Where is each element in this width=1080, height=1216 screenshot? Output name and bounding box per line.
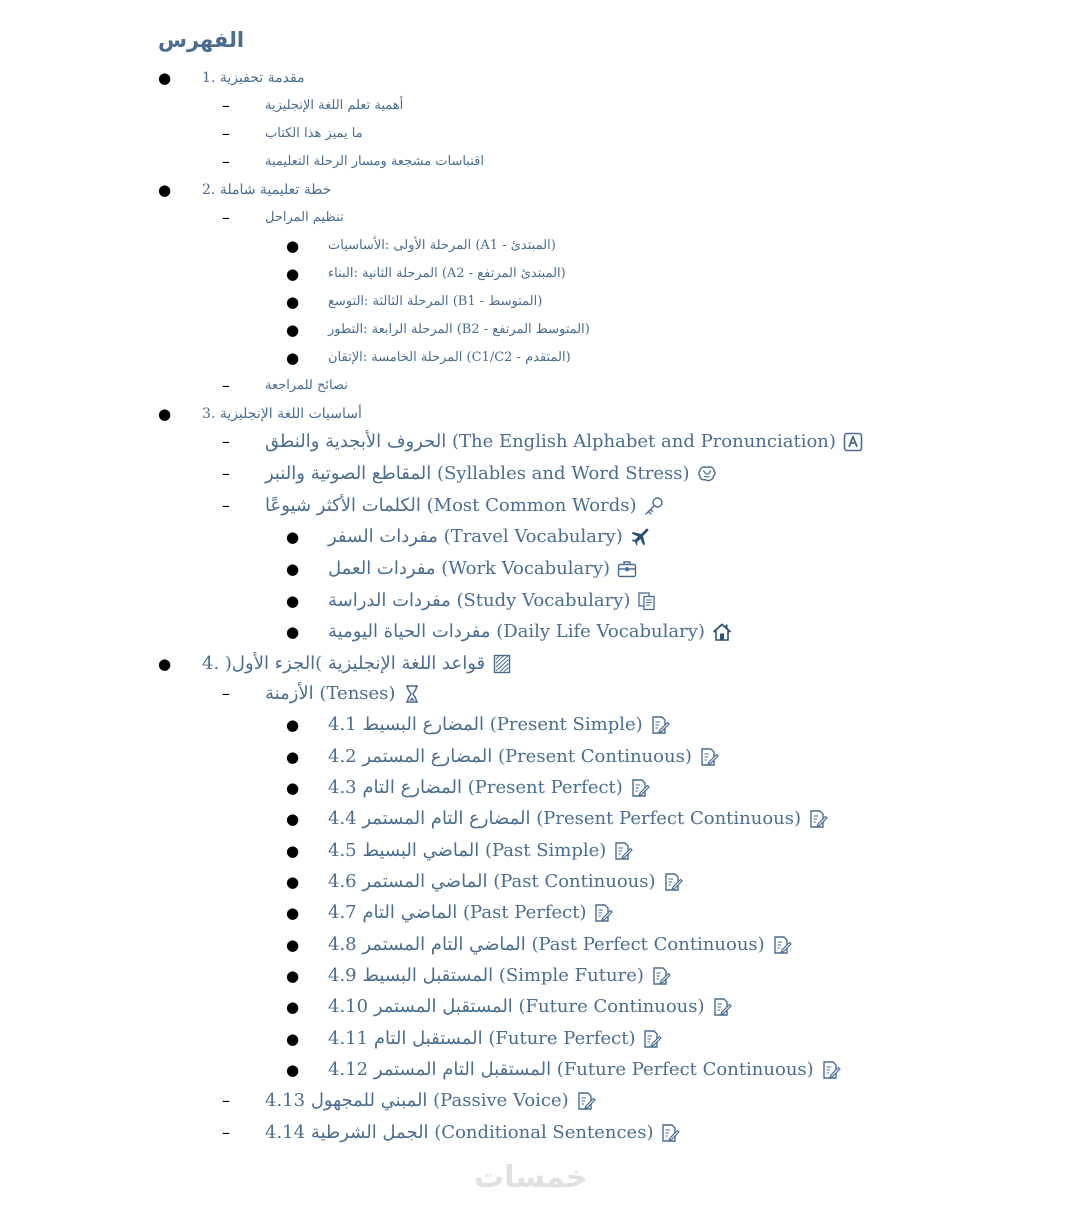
toc-entry-label: المرحلة الثانية :البناء (A2 - المبتدئ المرتفع) [328,266,566,281]
key-icon [644,496,664,516]
dash-marker: – [222,1091,230,1110]
toc-link[interactable] [328,316,590,344]
toc-entry-level-1 [0,92,1080,120]
toc-entry-label: 4.2 المضارع المستمر (Present Continuous) [328,746,692,767]
documents-icon [637,591,657,611]
toc-link[interactable] [328,837,633,865]
toc-link[interactable] [328,1025,662,1053]
toc-link[interactable] [328,587,657,615]
bullet-marker: ● [286,716,300,734]
toc-entry-level-1 [0,460,1080,488]
toc-link[interactable] [265,680,422,708]
edit-icon [593,903,613,923]
toc-entry-label: 4.1 المضارع البسيط (Present Simple) [328,714,643,735]
bullet-marker: ● [286,349,300,367]
toc-link[interactable] [265,148,484,176]
edit-icon [630,778,650,798]
toc-entry-label: الكلمات الأكثر شيوعًا (Most Common Words) [265,495,637,516]
bullet-marker: ● [286,1030,300,1048]
bullet-marker: ● [286,1061,300,1079]
toc-entry-level-2 [0,774,1080,802]
bullet-marker: ● [286,265,300,283]
toc-link[interactable] [328,260,566,288]
toc-title: الفهرس [158,28,245,52]
bullet-marker: ● [286,748,300,766]
toc-entry-label: تنظيم المراحل [265,210,344,225]
toc-entry-level-2 [0,805,1080,833]
toc-entry-label: 4.4 المضارع التام المستمر (Present Perfect Continuous) [328,808,802,829]
briefcase-icon [617,559,637,579]
toc-entry-label: ما يميز هذا الكتاب [265,126,363,141]
toc-link[interactable] [328,344,571,372]
bullet-marker: ● [286,623,300,641]
toc-entry-label: الأزمنة (Tenses) [265,683,396,704]
toc-entry-label: أهمية تعلم اللغة الإنجليزية [265,98,404,113]
watermark-logo: خمسات [474,1160,588,1195]
toc-entry-label: 4.13 المبني للمجهول (Passive Voice) [265,1090,569,1111]
dash-marker: – [222,152,230,171]
toc-link[interactable] [265,460,717,488]
toc-link[interactable] [328,868,683,896]
edit-icon [613,841,633,861]
toc-link[interactable] [328,1056,841,1084]
toc-entry-level-1 [0,204,1080,232]
toc-entry-level-2 [0,260,1080,288]
toc-link[interactable] [328,618,732,646]
edit-icon [821,1060,841,1080]
toc-entry-level-1 [0,1087,1080,1115]
toc-entry-label: خطة تعليمية شاملة .2 [202,182,332,198]
bullet-marker: ● [286,936,300,954]
letter-a-icon [843,432,863,452]
toc-entry-level-2 [0,711,1080,739]
bullet-marker: ● [286,560,300,578]
toc-link[interactable] [328,774,650,802]
toc-link[interactable] [265,204,344,232]
toc-link[interactable] [265,1087,596,1115]
edit-icon [576,1091,596,1111]
bullet-marker: ● [286,873,300,891]
toc-entry-label: مفردات العمل (Work Vocabulary) [328,558,611,579]
toc-entry-level-2 [0,837,1080,865]
toc-entry-level-2 [0,962,1080,990]
toc-link[interactable] [202,400,362,428]
toc-entry-level-0 [0,64,1080,92]
toc-link[interactable] [328,523,650,551]
toc-entry-level-1 [0,428,1080,456]
toc-entry-level-0 [0,650,1080,678]
toc-link[interactable] [328,931,792,959]
dash-marker: – [222,464,230,483]
toc-entry-level-1 [0,372,1080,400]
bullet-marker: ● [286,528,300,546]
toc-link[interactable] [265,428,863,456]
dash-marker: – [222,96,230,115]
notebook-icon [492,654,512,674]
bullet-marker: ● [286,842,300,860]
toc-entry-label: مفردات الحياة اليومية (Daily Life Vocabulary) [328,621,705,642]
bullet-marker: ● [286,592,300,610]
toc-entry-level-2 [0,931,1080,959]
edit-icon [712,997,732,1017]
toc-entry-level-2 [0,1056,1080,1084]
toc-entry-label: نصائح للمراجعة [265,378,348,393]
toc-entry-level-1 [0,120,1080,148]
toc-entry-label: 4.6 الماضي المستمر (Past Continuous) [328,871,656,892]
toc-entry-label: 4.14 الجمل الشرطية (Conditional Sentences) [265,1122,654,1143]
toc-entry-level-2 [0,555,1080,583]
toc-entry-label: المرحلة الرابعة :التطور (B2 - المتوسط المرتفع) [328,322,590,337]
toc-entry-level-1 [0,492,1080,520]
brain-icon [697,464,717,484]
toc-link[interactable] [328,743,719,771]
dash-marker: – [222,124,230,143]
toc-entry-level-2 [0,899,1080,927]
toc-entry-level-2 [0,618,1080,646]
bullet-marker: ● [286,810,300,828]
dash-marker: – [222,376,230,395]
toc-entry-level-2 [0,993,1080,1021]
toc-entry-label: أساسيات اللغة الإنجليزية .3 [202,406,362,422]
toc-link[interactable] [328,993,732,1021]
dash-marker: – [222,684,230,703]
edit-icon [642,1029,662,1049]
bullet-marker: ● [286,237,300,255]
toc-entry-label: المقاطع الصوتية والنبر (Syllables and Word Stress) [265,463,690,484]
toc-link[interactable] [202,650,512,678]
toc-link[interactable] [328,555,637,583]
toc-entry-level-1 [0,1119,1080,1147]
toc-link[interactable] [328,288,542,316]
toc-entry-level-2 [0,868,1080,896]
toc-entry-label: مفردات السفر (Travel Vocabulary) [328,526,623,547]
toc-link[interactable] [265,120,363,148]
toc-entry-label: 4.5 الماضي البسيط (Past Simple) [328,840,607,861]
toc-entry-label: مفردات الدراسة (Study Vocabulary) [328,590,631,611]
dash-marker: – [222,1123,230,1142]
toc-link[interactable] [328,232,556,260]
bullet-marker: ● [286,967,300,985]
toc-entry-level-2 [0,232,1080,260]
toc-link[interactable] [328,711,670,739]
toc-entry-label: قواعد اللغة الإنجليزية )الجزء الأول( .4 [202,653,486,674]
dash-marker: – [222,496,230,515]
toc-link[interactable] [265,492,664,520]
toc-entry-level-1 [0,680,1080,708]
edit-icon [651,966,671,986]
bullet-marker: ● [158,69,172,87]
edit-icon [772,935,792,955]
toc-entry-level-2 [0,344,1080,372]
bullet-marker: ● [158,405,172,423]
dash-marker: – [222,208,230,227]
bullet-marker: ● [158,655,172,673]
airplane-icon [630,527,650,547]
edit-icon [663,872,683,892]
toc-link[interactable] [328,805,828,833]
toc-entry-label: 4.7 الماضي التام (Past Perfect) [328,902,587,923]
bullet-marker: ● [286,293,300,311]
edit-icon [660,1123,680,1143]
toc-entry-level-2 [0,288,1080,316]
toc-entry-label: 4.12 المستقبل التام المستمر (Future Perfect Continuous) [328,1059,814,1080]
toc-entry-level-2 [0,587,1080,615]
toc-entry-label: مقدمة تحفيزية .1 [202,70,305,86]
edit-icon [808,809,828,829]
toc-entry-label: 4.11 المستقبل التام (Future Perfect) [328,1028,636,1049]
bullet-marker: ● [286,779,300,797]
toc-link[interactable] [265,372,348,400]
toc-link[interactable] [265,1119,680,1147]
toc-entry-label: 4.9 المستقبل البسيط (Simple Future) [328,965,644,986]
toc-link[interactable] [202,64,305,92]
toc-entry-label: 4.3 المضارع التام (Present Perfect) [328,777,623,798]
toc-entry-level-2 [0,316,1080,344]
toc-link[interactable] [265,92,403,120]
bullet-marker: ● [286,321,300,339]
toc-entry-label: 4.8 الماضي التام المستمر (Past Perfect Continuous) [328,934,765,955]
toc-entry-label: 4.10 المستقبل المستمر (Future Continuous) [328,996,705,1017]
edit-icon [650,715,670,735]
dash-marker: – [222,432,230,451]
bullet-marker: ● [286,998,300,1016]
bullet-marker: ● [158,181,172,199]
house-icon [712,622,732,642]
toc-entry-label: المرحلة الثالثة :التوسع (B1 - المتوسط) [328,294,543,309]
toc-entry-level-2 [0,523,1080,551]
toc-entry-label: اقتباسات مشجعة ومسار الرحلة التعليمية [265,154,484,169]
toc-link[interactable] [328,899,613,927]
toc-entry-level-2 [0,1025,1080,1053]
toc-entry-level-2 [0,743,1080,771]
toc-entry-level-1 [0,148,1080,176]
edit-icon [699,747,719,767]
bullet-marker: ● [286,904,300,922]
toc-entry-level-0 [0,176,1080,204]
toc-entry-label: المرحلة الأولى :الأساسيات (A1 - المبتدئ) [328,238,556,253]
toc-entry-label: المرحلة الخامسة :الإتقان (C1/C2 - المتقدم) [328,350,571,365]
toc-link[interactable] [202,176,331,204]
toc-entry-label: الحروف الأبجدية والنطق (The English Alphabet and Pronunciation) [265,431,836,452]
toc-link[interactable] [328,962,671,990]
toc-entry-level-0 [0,400,1080,428]
hourglass-icon [402,684,422,704]
